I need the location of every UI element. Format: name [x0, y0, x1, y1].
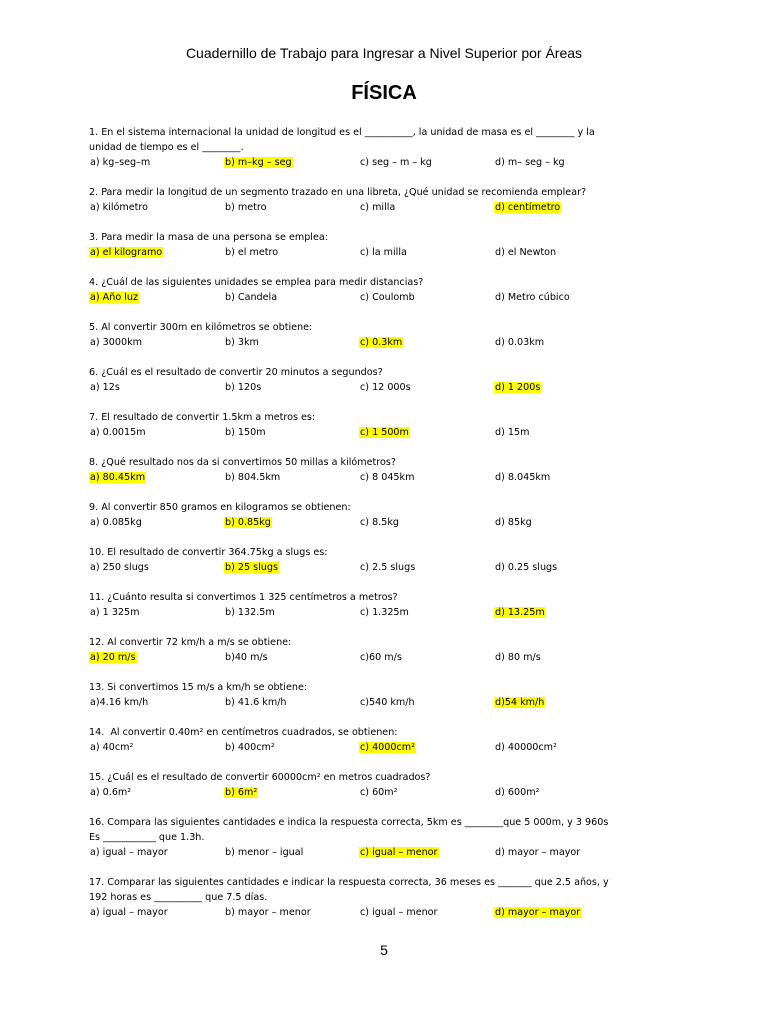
question-stem: 6. ¿Cuál es el resultado de convertir 20 minutos a segundos? [89, 367, 383, 378]
answer-option [224, 290, 359, 305]
question-stem: 8. ¿Qué resultado nos da si convertimos 50 millas a kilómetros? [89, 457, 396, 468]
highlighted-answer-option [224, 515, 359, 530]
option-text: a) kg–seg–m [90, 157, 151, 168]
option-text: d) 40000cm² [495, 742, 557, 753]
option-text: a) 0.0015m [90, 427, 146, 438]
answer-option [224, 200, 359, 215]
options-row [89, 290, 629, 305]
option-text: a) el kilogramo [90, 247, 163, 258]
option-text: a) 0.6m² [90, 787, 132, 798]
question-stem: 14. Al convertir 0.40m² en centímetros cuadrados, se obtienen: [89, 727, 398, 738]
answer-option [359, 290, 494, 305]
option-text: b) mayor – menor [225, 907, 311, 918]
page-title: FÍSICA [351, 82, 417, 104]
answer-option [89, 335, 224, 350]
answer-option [224, 245, 359, 260]
option-text: b) 804.5km [225, 472, 281, 483]
option-text: d) el Newton [495, 247, 557, 258]
option-text: c)540 km/h [360, 697, 415, 708]
option-text: d) Metro cúbico [495, 292, 570, 303]
option-text: a) igual – mayor [90, 907, 168, 918]
question-14 [89, 725, 629, 755]
options-row [89, 200, 629, 215]
option-text: b) el metro [225, 247, 279, 258]
answer-option [89, 425, 224, 440]
option-text: d) 600m² [495, 787, 540, 798]
option-text: c) seg – m – kg [360, 157, 432, 168]
answer-option [494, 740, 629, 755]
option-text: b) 25 slugs [225, 562, 278, 573]
answer-option [359, 380, 494, 395]
option-text: d) 1 200s [495, 382, 541, 393]
question-13 [89, 680, 629, 710]
option-text: c) 12 000s [360, 382, 411, 393]
option-text: a) kilómetro [90, 202, 149, 213]
answer-option [89, 155, 224, 170]
question-stem: 10. El resultado de convertir 364.75kg a slugs es: [89, 547, 328, 558]
option-text: b) 3km [225, 337, 259, 348]
highlighted-answer-option [359, 425, 494, 440]
option-text: c) 2.5 slugs [360, 562, 416, 573]
answer-option [359, 695, 494, 710]
question-list [89, 125, 629, 935]
option-text: a) 40cm² [90, 742, 134, 753]
options-row [89, 845, 629, 860]
question-3 [89, 230, 629, 260]
option-text: d) mayor – mayor [495, 907, 581, 918]
question-9 [89, 500, 629, 530]
page-number: 5 [380, 942, 388, 958]
highlighted-answer-option [359, 845, 494, 860]
answer-option [359, 785, 494, 800]
option-text: b) Candela [225, 292, 278, 303]
answer-option [359, 650, 494, 665]
question-stem: 12. Al convertir 72 km/h a m/s se obtiene: [89, 637, 292, 648]
question-15 [89, 770, 629, 800]
option-text: d)54 km/h [495, 697, 545, 708]
answer-option [224, 740, 359, 755]
answer-option [494, 335, 629, 350]
answer-option [359, 905, 494, 920]
question-stem: 15. ¿Cuál es el resultado de convertir 60000cm² en metros cuadrados? [89, 772, 431, 783]
option-text: d) 15m [495, 427, 530, 438]
highlighted-answer-option [494, 200, 629, 215]
option-text: b)40 m/s [225, 652, 268, 663]
option-text: d) 85kg [495, 517, 532, 528]
answer-option [494, 560, 629, 575]
highlighted-answer-option [89, 290, 224, 305]
options-row [89, 470, 629, 485]
answer-option [224, 845, 359, 860]
answer-option [89, 695, 224, 710]
option-text: b) 132.5m [225, 607, 275, 618]
options-row [89, 425, 629, 440]
highlighted-answer-option [224, 785, 359, 800]
question-stem: 13. Si convertimos 15 m/s a km/h se obtiene: [89, 682, 308, 693]
question-4 [89, 275, 629, 305]
answer-option [224, 695, 359, 710]
option-text: d) 80 m/s [495, 652, 541, 663]
question-10 [89, 545, 629, 575]
answer-option [89, 905, 224, 920]
option-text: a) 80.45km [90, 472, 146, 483]
answer-option [359, 155, 494, 170]
question-2 [89, 185, 629, 215]
option-text: d) 8.045km [495, 472, 551, 483]
options-row [89, 905, 629, 920]
answer-option [494, 425, 629, 440]
answer-option [494, 785, 629, 800]
highlighted-answer-option [224, 560, 359, 575]
option-text: a) 20 m/s [90, 652, 136, 663]
option-text: c)60 m/s [360, 652, 402, 663]
highlighted-answer-option [494, 695, 629, 710]
question-5 [89, 320, 629, 350]
answer-option [224, 425, 359, 440]
highlighted-answer-option [494, 605, 629, 620]
answer-option [89, 740, 224, 755]
highlighted-answer-option [359, 335, 494, 350]
question-8 [89, 455, 629, 485]
answer-option [89, 515, 224, 530]
options-row [89, 515, 629, 530]
option-text: a) Año luz [90, 292, 139, 303]
answer-option [224, 605, 359, 620]
option-text: b) 120s [225, 382, 262, 393]
page-header: Cuadernillo de Trabajo para Ingresar a Nivel Superior por Áreas [185, 45, 583, 61]
question-stem: 2. Para medir la longitud de un segmento trazado en una libreta, ¿Qué unidad se recomienda emplear? [89, 187, 587, 198]
option-text: a) 3000km [90, 337, 142, 348]
option-text: c) 8 045km [360, 472, 415, 483]
highlighted-answer-option [494, 905, 629, 920]
highlighted-answer-option [89, 650, 224, 665]
answer-option [224, 380, 359, 395]
question-stem: 3. Para medir la masa de una persona se emplea: [89, 232, 328, 243]
option-text: a) 1 325m [90, 607, 140, 618]
question-stem: 9. Al convertir 850 gramos en kilogramos se obtienen: [89, 502, 351, 513]
option-text: a) 12s [90, 382, 120, 393]
answer-option [224, 335, 359, 350]
option-text: c) 60m² [360, 787, 398, 798]
options-row [89, 245, 629, 260]
answer-option [224, 470, 359, 485]
option-text: c) igual – menor [360, 907, 438, 918]
option-text: c) 4000cm² [360, 742, 415, 753]
option-text: b) menor – igual [225, 847, 304, 858]
question-1 [89, 125, 629, 170]
option-text: d) mayor – mayor [495, 847, 581, 858]
question-16 [89, 815, 629, 860]
answer-option [224, 650, 359, 665]
option-text: d) 0.25 slugs [495, 562, 558, 573]
answer-option [359, 470, 494, 485]
option-text: b) 6m² [225, 787, 258, 798]
answer-option [494, 155, 629, 170]
option-text: a)4.16 km/h [90, 697, 149, 708]
highlighted-answer-option [359, 740, 494, 755]
answer-option [89, 200, 224, 215]
option-text: a) igual – mayor [90, 847, 168, 858]
option-text: d) 13.25m [495, 607, 545, 618]
option-text: a) 0.085kg [90, 517, 142, 528]
answer-option [494, 245, 629, 260]
answer-option [494, 290, 629, 305]
answer-option [494, 515, 629, 530]
highlighted-answer-option [224, 155, 359, 170]
options-row [89, 605, 629, 620]
option-text: b) 0.85kg [225, 517, 271, 528]
answer-option [359, 560, 494, 575]
option-text: d) m– seg – kg [495, 157, 565, 168]
highlighted-answer-option [89, 470, 224, 485]
options-row [89, 560, 629, 575]
option-text: b) 41.6 km/h [225, 697, 287, 708]
option-text: c) 8.5kg [360, 517, 399, 528]
option-text: b) m–kg – seg [225, 157, 292, 168]
answer-option [89, 560, 224, 575]
answer-option [359, 200, 494, 215]
options-row [89, 785, 629, 800]
options-row [89, 380, 629, 395]
option-text: c) milla [360, 202, 396, 213]
answer-option [359, 605, 494, 620]
question-stem: 1. En el sistema internacional la unidad de longitud es el __________, la unidad de masa es el ________ y la unidad de tiempo es el ________. [89, 127, 595, 153]
option-text: c) la milla [360, 247, 407, 258]
answer-option [359, 515, 494, 530]
question-11 [89, 590, 629, 620]
answer-option [494, 650, 629, 665]
option-text: c) 1 500m [360, 427, 409, 438]
question-stem: 17. Comparar las siguientes cantidades e indicar la respuesta correcta, 36 meses es _______ que 2.5 años, y 192 horas es __________ que 7.5 días. [89, 877, 609, 903]
option-text: c) Coulomb [360, 292, 415, 303]
question-stem: 4. ¿Cuál de las siguientes unidades se emplea para medir distancias? [89, 277, 424, 288]
highlighted-answer-option [89, 245, 224, 260]
answer-option [494, 845, 629, 860]
answer-option [494, 470, 629, 485]
answer-option [89, 380, 224, 395]
option-text: c) 0.3km [360, 337, 403, 348]
highlighted-answer-option [494, 380, 629, 395]
question-stem: 16. Compara las siguientes cantidades e indica la respuesta correcta, 5km es ________que 5 000m, y 3 960s Es ___________ que 1.3h. [89, 817, 609, 843]
question-stem: 11. ¿Cuánto resulta si convertimos 1 325 centímetros a metros? [89, 592, 398, 603]
options-row [89, 740, 629, 755]
option-text: b) 150m [225, 427, 266, 438]
options-row [89, 695, 629, 710]
option-text: c) igual – menor [360, 847, 438, 858]
question-12 [89, 635, 629, 665]
option-text: b) metro [225, 202, 267, 213]
answer-option [89, 785, 224, 800]
question-6 [89, 365, 629, 395]
answer-option [89, 845, 224, 860]
answer-option [89, 605, 224, 620]
answer-option [359, 245, 494, 260]
question-17 [89, 875, 629, 920]
question-stem: 7. El resultado de convertir 1.5km a metros es: [89, 412, 316, 423]
option-text: d) centímetro [495, 202, 561, 213]
option-text: a) 250 slugs [90, 562, 149, 573]
options-row [89, 155, 629, 170]
option-text: b) 400cm² [225, 742, 275, 753]
question-stem: 5. Al convertir 300m en kilómetros se obtiene: [89, 322, 313, 333]
answer-option [224, 905, 359, 920]
question-7 [89, 410, 629, 440]
option-text: d) 0.03km [495, 337, 545, 348]
option-text: c) 1.325m [360, 607, 409, 618]
options-row [89, 650, 629, 665]
options-row [89, 335, 629, 350]
